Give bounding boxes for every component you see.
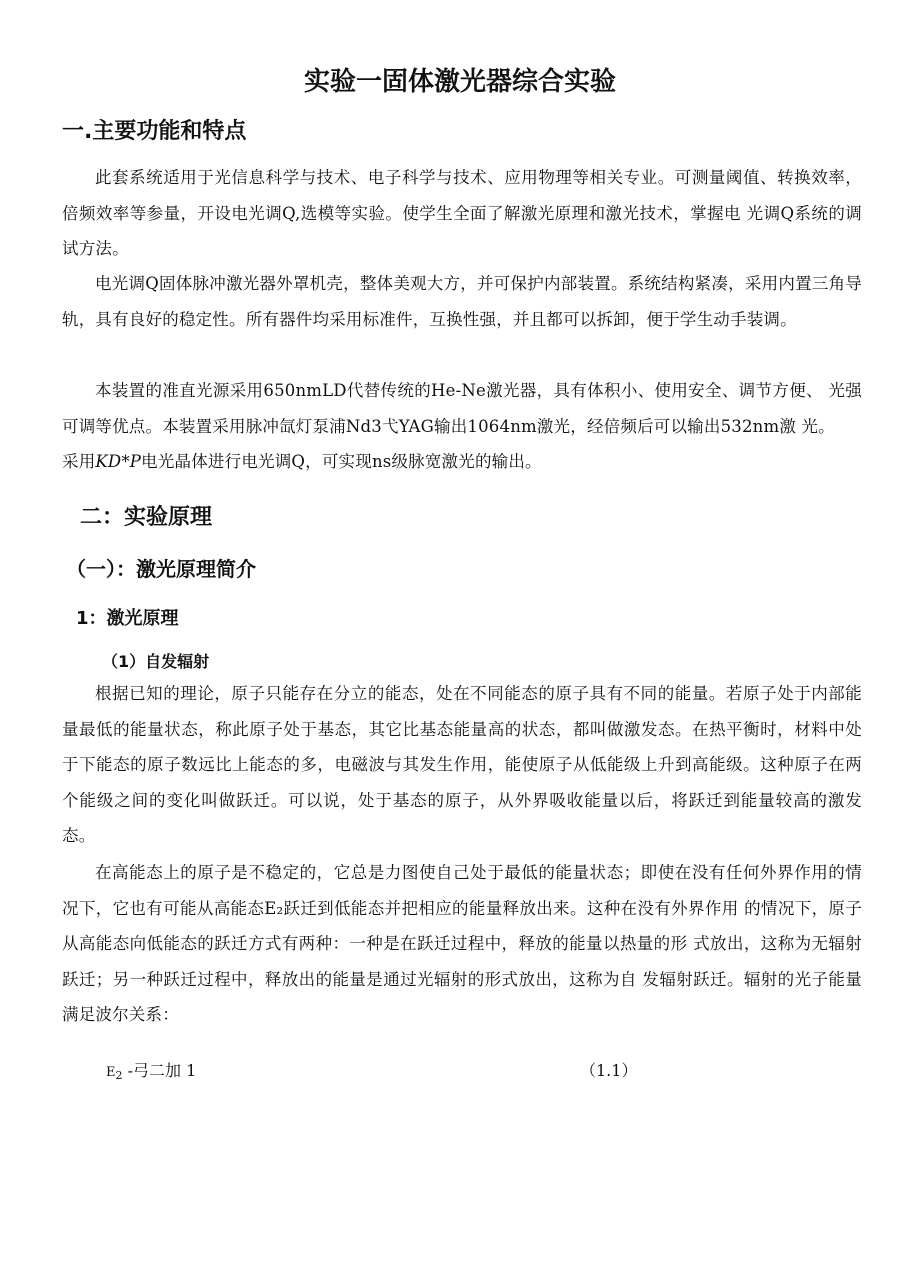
equation-formula: $E_2$ -弓二加 1 <box>106 1061 197 1082</box>
paragraph-features-4-post: 电光晶体进行电光调Q，可实现ns级脉宽激光的输出。 <box>141 452 542 471</box>
paragraph-features-2: 电光调Q固体脉冲激光器外罩机壳，整体美观大方，并可保护内部装置。系统结构紧凑，采用内置三角导轨，具有良好的稳定性。所有器件均采用标准件，互换性强，并且都可以拆卸，便于学生动手装调。 <box>62 274 862 329</box>
subsubsection-heading-laser-principle: 1：激光原理 <box>76 608 179 629</box>
crystal-name: KD*P <box>95 452 142 471</box>
paragraph-features-4-pre: 采用 <box>62 452 96 471</box>
section-heading-principle: 二：实验原理 <box>80 505 213 530</box>
paragraph-features-3: 本装置的准直光源采用650nmLD代替传统的He-Ne激光器，具有体积小、使用安全、调节方便、 光强可调等优点。本装置采用脉冲氙灯泵浦Nd3弋YAG输出1064nm激光，经倍频后可以输出532nm激 光。 <box>62 381 862 436</box>
item-heading-spontaneous-emission: （1）自发辐射 <box>102 652 210 671</box>
section-heading-features: 一.主要功能和特点 <box>62 119 247 144</box>
paragraph-features-1: 此套系统适用于光信息科学与技术、电子科学与技术、应用物理等相关专业。可测量阈值、转换效率，倍频效率等参量，开设电光调Q,选模等实验。使学生全面了解激光原理和激光技术，掌握电 光调Q系统的调试方法。 <box>62 168 862 258</box>
document-title: 实验一固体激光器综合实验 <box>303 67 616 97</box>
paragraph-features-4 <box>62 444 862 480</box>
equation-number: （1.1） <box>580 1061 638 1080</box>
paragraph-principle-1: 根据已知的理论，原子只能存在分立的能态，处在不同能态的原子具有不同的能量。若原子处于内部能量最低的能量状态，称此原子处于基态，其它比基态能量高的状态，都叫做激发态。在热平衡时，材料中处于下能态的原子数远比上能态的多，电磁波与其发生作用，能使原子从低能级上升到高能级。这种原子在两个能级之间的变化叫做跃迁。可以说，处于基态的原子，从外界吸收能量以后，将跃迁到能量较高的激发态。 <box>62 684 862 845</box>
paragraph-principle-2: 在高能态上的原子是不稳定的，它总是力图使自己处于最低的能量状态；即使在没有任何外界作用的情况下，它也有可能从高能态E₂跃迁到低能态并把相应的能量释放出来。这种在没有外界作用 的情况下，原子从高能态向低能态的跃迁方式有两种：一种是在跃迁过程中，释放的能量以热量的形 式放出，这称为无辐射跃迁；另一种跃迁过程中，释放出的能量是通过光辐射的形式放出，这称为自 发辐射跃迁。辐射的光子能量满足波尔关系： <box>62 863 862 1024</box>
equation-row <box>62 1056 862 1086</box>
subsection-heading-laser-intro: （一）：激光原理简介 <box>66 557 256 581</box>
